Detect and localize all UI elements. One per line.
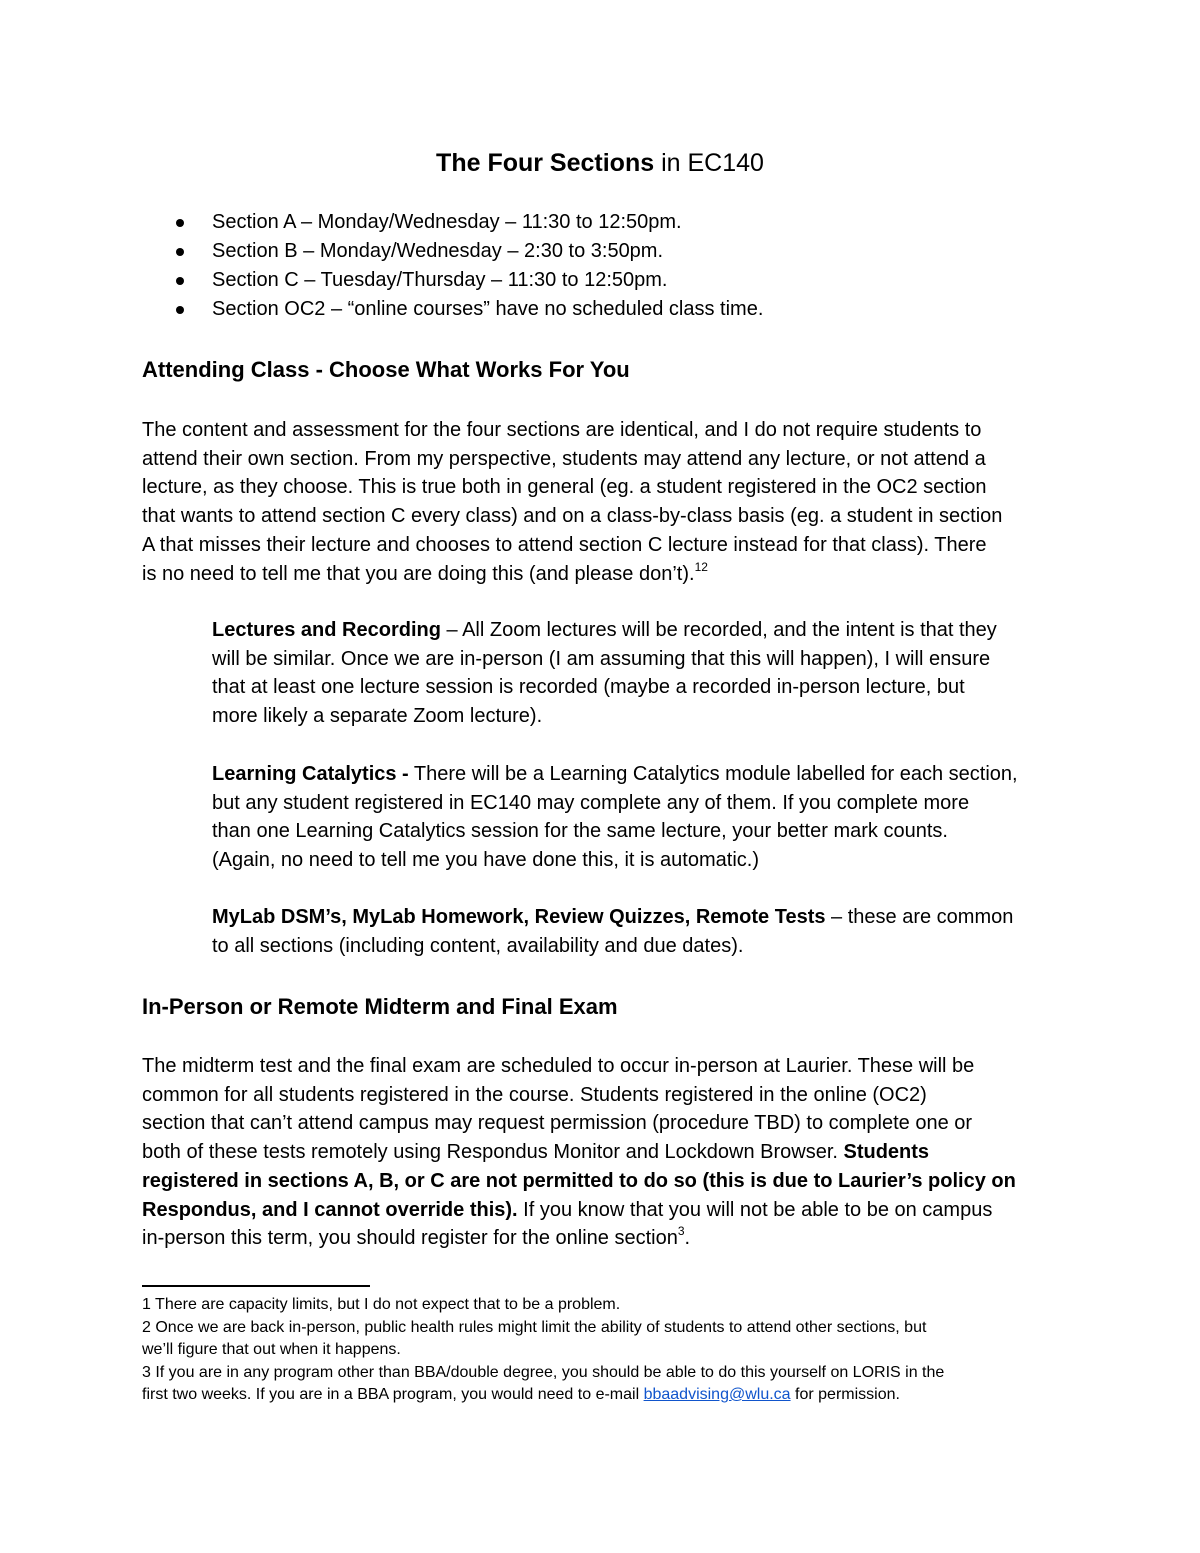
bullet-icon xyxy=(176,248,184,256)
footnotes: 1 There are capacity limits, but I do not expect that to be a problem. 2 Once we are back in-person, public health rules might limit the ability of students to attend other sections, but we’ll figure that out when it happens. 3 If you are in any program other than BBA/double degree, you should be able to do this yourself on LORIS in the first two weeks. If you are in a BBA program, you would need to e-mail bbaadvising@wlu.ca for permission. xyxy=(142,1294,1062,1407)
title-main: The Four Sections xyxy=(436,149,655,177)
bullet-icon xyxy=(176,219,184,227)
list-item: Section B – Monday/Wednesday – 2:30 to 3:50pm. xyxy=(172,237,763,266)
catalytics-paragraph: Learning Catalytics - There will be a Learning Catalytics module labelled for each section, but any student registered in EC140 may complete any of them. If you complete more than one Learning Catalytics session for the same lecture, your better mark counts. (Again, no need to tell me you have done this, it is automatic.) xyxy=(212,763,1018,872)
footnote-divider xyxy=(142,1285,370,1287)
list-item: Section OC2 – “online courses” have no scheduled class time. xyxy=(172,295,763,324)
exam-heading: In-Person or Remote Midterm and Final Exam xyxy=(142,994,618,1019)
attending-paragraph: The content and assessment for the four sections are identical, and I do not require students to attend their own section. From my perspective, students may attend any lecture, or not attend a lecture, as they choose. This is true both in general (eg. a student registered in the OC2 section that wants to attend section C every class) and on a class-by-class basis (eg. a student in section A that misses their lecture and chooses to attend section C lecture instead for that class). There is no need to tell me that you are doing this (and please don’t).$^{12}$ xyxy=(142,419,1003,585)
bullet-icon xyxy=(176,277,184,285)
mylab-paragraph: MyLab DSM’s, MyLab Homework, Review Quizzes, Remote Tests – these are common to all sections (including content, availability and due dates). xyxy=(212,906,1014,957)
page-title xyxy=(0,146,1200,180)
footnote-3: 3 If you are in any program other than BBA/double degree, you should be able to do this yourself on LORIS in the xyxy=(142,1363,945,1381)
attending-heading: Attending Class - Choose What Works For You xyxy=(142,357,630,382)
bullet-icon xyxy=(176,306,184,314)
title-course: in EC140 xyxy=(661,149,764,177)
mylab-label: MyLab DSM’s, MyLab Homework, Review Quizzes, Remote Tests xyxy=(212,906,826,928)
lectures-label: Lectures and Recording xyxy=(212,619,441,641)
list-item: Section C – Tuesday/Thursday – 11:30 to 12:50pm. xyxy=(172,266,763,295)
section-list xyxy=(172,208,763,324)
catalytics-label: Learning Catalytics - xyxy=(212,763,409,785)
email-link[interactable]: bbaadvising@wlu.ca xyxy=(643,1386,791,1403)
exam-paragraph: The midterm test and the final exam are scheduled to occur in-person at Laurier. These will be common for all students registered in the course. Students registered in the online (OC2) section that can’t attend campus may request permission (procedure TBD) to complete one or both of these tests remotely using Respondus Monitor and Lockdown Browser. Students registered in sections A, B, or C are not permitted to do so (this is due to Laurier’s policy on Respondus, and I cannot override this). If you know that you will not be able to be on campus in-person this term, you should register for the online section$^3$. xyxy=(142,1055,1016,1250)
lectures-paragraph: Lectures and Recording – All Zoom lectures will be recorded, and the intent is that they will be similar. Once we are in-person (I am assuming that this will happen), I will ensure that at least one lecture session is recorded (maybe a recorded in-person lecture, but more likely a separate Zoom lecture). xyxy=(212,619,997,728)
footnote-2: 2 Once we are back in-person, public health rules might limit the ability of students to attend other sections, but xyxy=(142,1318,927,1336)
list-item: Section A – Monday/Wednesday – 11:30 to 12:50pm. xyxy=(172,208,763,237)
footnote-1: 1 There are capacity limits, but I do not expect that to be a problem. xyxy=(142,1296,621,1313)
footnote-ref: 3 xyxy=(677,1224,685,1239)
footnote-ref: 12 xyxy=(694,559,708,574)
